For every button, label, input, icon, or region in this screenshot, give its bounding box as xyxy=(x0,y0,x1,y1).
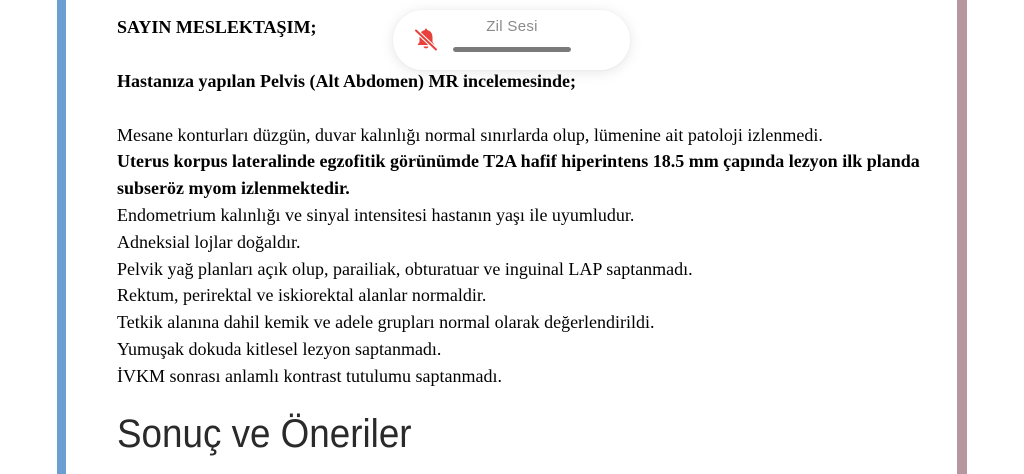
finding-line: İVKM sonrası anlamlı kontrast tutulumu saptanmadı. xyxy=(117,365,502,386)
finding-line: Tetkik alanına dahil kemik ve adele grupları normal olarak değerlendirildi. xyxy=(117,312,655,333)
finding-line: Yumuşak dokuda kitlesel lezyon saptanmadı. xyxy=(117,338,442,359)
finding-line-highlight: Uterus korpus lateralinde egzofitik görünümde T2A hafif hiperintens 18.5 mm çapında lezyon ilk planda subseröz myom izlenmektedir. xyxy=(117,151,920,199)
ringer-label: Zil Sesi xyxy=(486,18,538,35)
report-intro: Hastanıza yapılan Pelvis (Alt Abdomen) MR incelemesinde; xyxy=(117,70,576,91)
left-accent-bar xyxy=(57,0,66,474)
report-greeting: SAYIN MESLEKTAŞIM; xyxy=(117,17,317,37)
finding-line: Rektum, perirektal ve iskiorektal alanlar normaldir. xyxy=(117,285,487,306)
section-heading-conclusion: Sonuç ve Öneriler xyxy=(117,412,412,456)
finding-line: Adneksial lojlar doğaldır. xyxy=(117,231,301,252)
ringer-volume-fill xyxy=(453,47,571,52)
ringer-volume-slider[interactable] xyxy=(453,47,571,52)
ringer-toast[interactable] xyxy=(393,10,630,70)
finding-line: Pelvik yağ planları açık olup, parailiak, obturatuar ve inguinal LAP saptanmadı. xyxy=(117,258,693,279)
bell-muted-icon xyxy=(413,27,439,53)
finding-line: Mesane konturları düzgün, duvar kalınlığı normal sınırlarda olup, lümenine ait patoloji izlenmedi. xyxy=(117,124,823,145)
findings-list xyxy=(117,122,937,390)
finding-line: Endometrium kalınlığı ve sinyal intensitesi hastanın yaşı ile uyumludur. xyxy=(117,204,635,225)
report-body xyxy=(117,14,937,390)
right-accent-bar xyxy=(957,0,967,474)
